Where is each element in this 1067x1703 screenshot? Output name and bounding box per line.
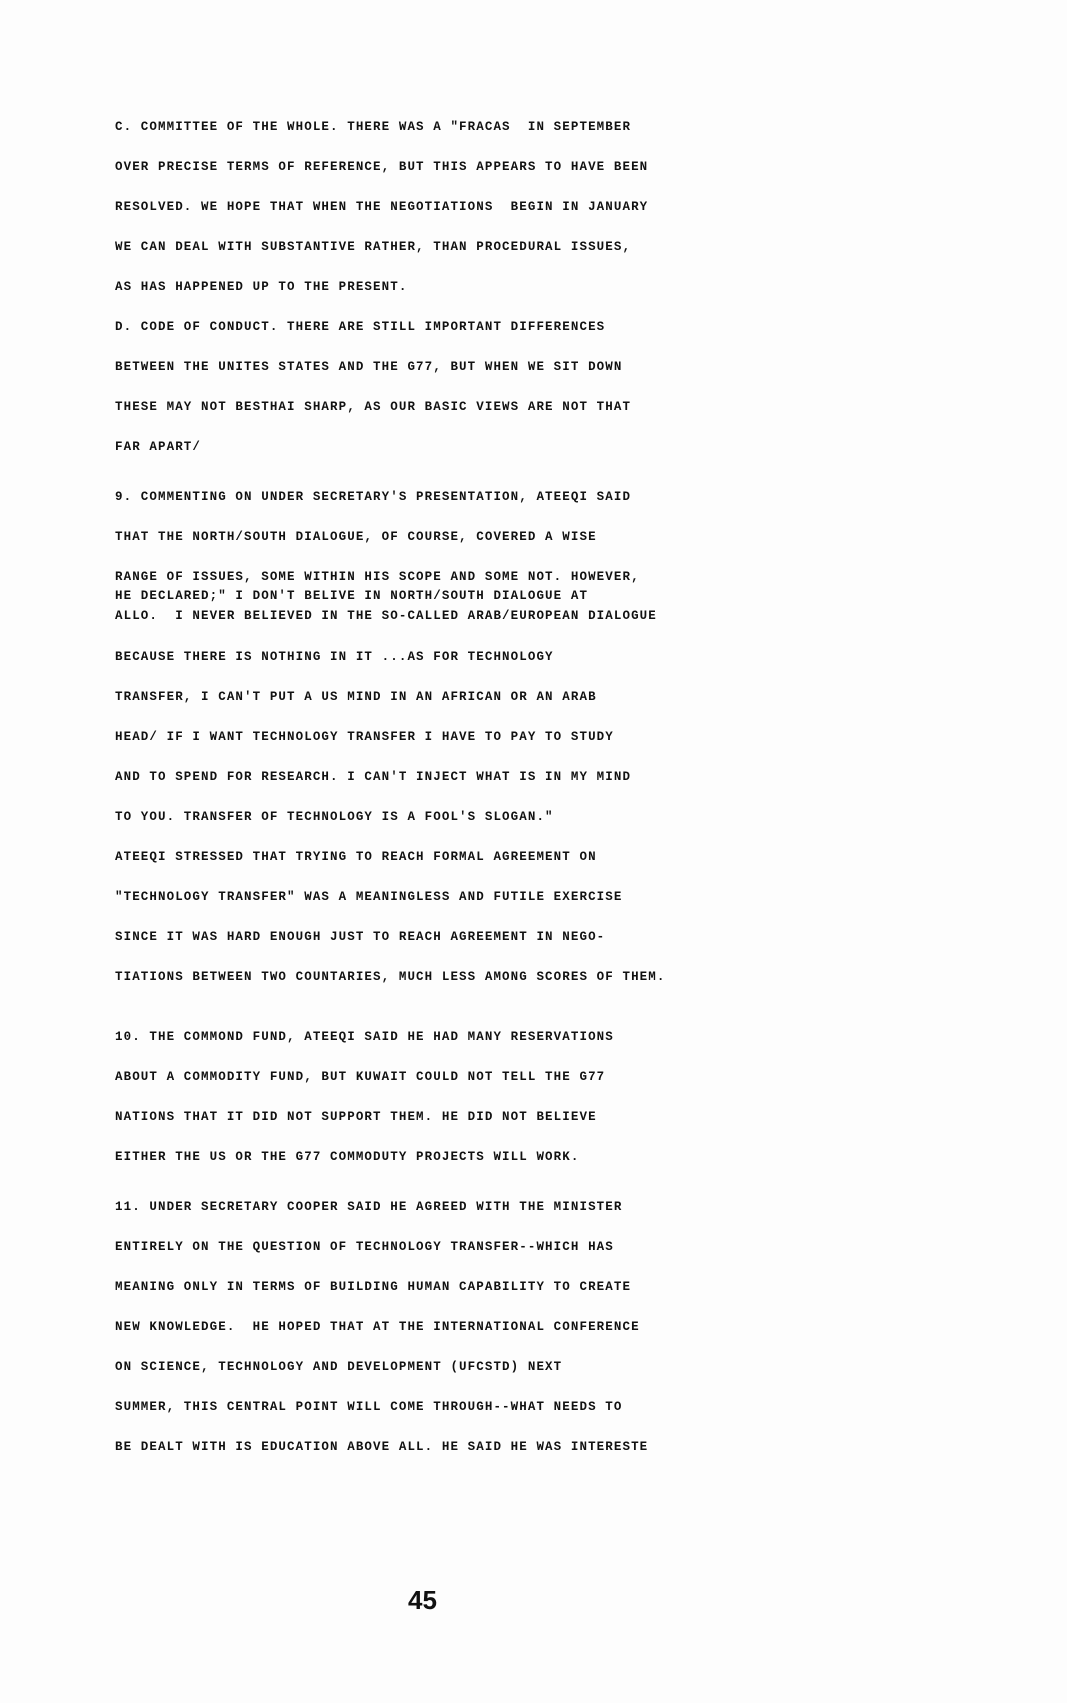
text-line: AND TO SPEND FOR RESEARCH. I CAN'T INJECT WHAT IS IN MY MIND (115, 770, 632, 784)
text-line: OVER PRECISE TERMS OF REFERENCE, BUT THIS APPEARS TO HAVE BEEN (115, 160, 649, 174)
text-line: EITHER THE US OR THE G77 COMMODUTY PROJECTS WILL WORK. (115, 1150, 580, 1164)
text-line: 10. THE COMMOND FUND, ATEEQI SAID HE HAD MANY RESERVATIONS (115, 1030, 614, 1044)
text-line: D. CODE OF CONDUCT. THERE ARE STILL IMPORTANT DIFFERENCES (115, 320, 606, 334)
text-line: TIATIONS BETWEEN TWO COUNTARIES, MUCH LESS AMONG SCORES OF THEM. (115, 970, 666, 984)
text-line: SUMMER, THIS CENTRAL POINT WILL COME THROUGH--WHAT NEEDS TO (115, 1400, 623, 1414)
text-line: "TECHNOLOGY TRANSFER" WAS A MEANINGLESS AND FUTILE EXERCISE (115, 890, 623, 904)
text-line: HE DECLARED;" I DON'T BELIVE IN NORTH/SOUTH DIALOGUE AT (115, 589, 589, 603)
text-line: 9. COMMENTING ON UNDER SECRETARY'S PRESENTATION, ATEEQI SAID (115, 490, 632, 504)
text-line: ATEEQI STRESSED THAT TRYING TO REACH FORMAL AGREEMENT ON (115, 850, 597, 864)
text-line: RANGE OF ISSUES, SOME WITHIN HIS SCOPE AND SOME NOT. HOWEVER, (115, 570, 640, 584)
text-line: NEW KNOWLEDGE. HE HOPED THAT AT THE INTERNATIONAL CONFERENCE (115, 1320, 640, 1334)
text-line: FAR APART/ (115, 440, 202, 454)
text-line: HEAD/ IF I WANT TECHNOLOGY TRANSFER I HAVE TO PAY TO STUDY (115, 730, 614, 744)
text-line: AS HAS HAPPENED UP TO THE PRESENT. (115, 280, 408, 294)
text-line: BECAUSE THERE IS NOTHING IN IT ...AS FOR TECHNOLOGY (115, 650, 554, 664)
text-line: ALLO. I NEVER BELIEVED IN THE SO-CALLED ARAB/EUROPEAN DIALOGUE (115, 609, 657, 623)
text-line: TRANSFER, I CAN'T PUT A US MIND IN AN AFRICAN OR AN ARAB (115, 690, 597, 704)
text-line: THAT THE NORTH/SOUTH DIALOGUE, OF COURSE, COVERED A WISE (115, 530, 597, 544)
text-line: TO YOU. TRANSFER OF TECHNOLOGY IS A FOOL'S SLOGAN." (115, 810, 554, 824)
text-line: WE CAN DEAL WITH SUBSTANTIVE RATHER, THAN PROCEDURAL ISSUES, (115, 240, 632, 254)
text-line: ENTIRELY ON THE QUESTION OF TECHNOLOGY TRANSFER--WHICH HAS (115, 1240, 614, 1254)
text-line: 11. UNDER SECRETARY COOPER SAID HE AGREED WITH THE MINISTER (115, 1200, 623, 1214)
text-line: THESE MAY NOT BESTHAI SHARP, AS OUR BASIC VIEWS ARE NOT THAT (115, 400, 632, 414)
text-line: NATIONS THAT IT DID NOT SUPPORT THEM. HE DID NOT BELIEVE (115, 1110, 597, 1124)
text-line: ABOUT A COMMODITY FUND, BUT KUWAIT COULD NOT TELL THE G77 (115, 1070, 606, 1084)
text-line: MEANING ONLY IN TERMS OF BUILDING HUMAN CAPABILITY TO CREATE (115, 1280, 632, 1294)
text-line: BETWEEN THE UNITES STATES AND THE G77, BUT WHEN WE SIT DOWN (115, 360, 623, 374)
page-number: 45 (408, 1585, 437, 1615)
text-line: SINCE IT WAS HARD ENOUGH JUST TO REACH AGREEMENT IN NEGO- (115, 930, 606, 944)
text-line: BE DEALT WITH IS EDUCATION ABOVE ALL. HE SAID HE WAS INTERESTE (115, 1440, 649, 1454)
text-line: RESOLVED. WE HOPE THAT WHEN THE NEGOTIATIONS BEGIN IN JANUARY (115, 200, 649, 214)
text-line: ON SCIENCE, TECHNOLOGY AND DEVELOPMENT (UFCSTD) NEXT (115, 1360, 563, 1374)
text-line: C. COMMITTEE OF THE WHOLE. THERE WAS A "FRACAS IN SEPTEMBER (115, 120, 632, 134)
